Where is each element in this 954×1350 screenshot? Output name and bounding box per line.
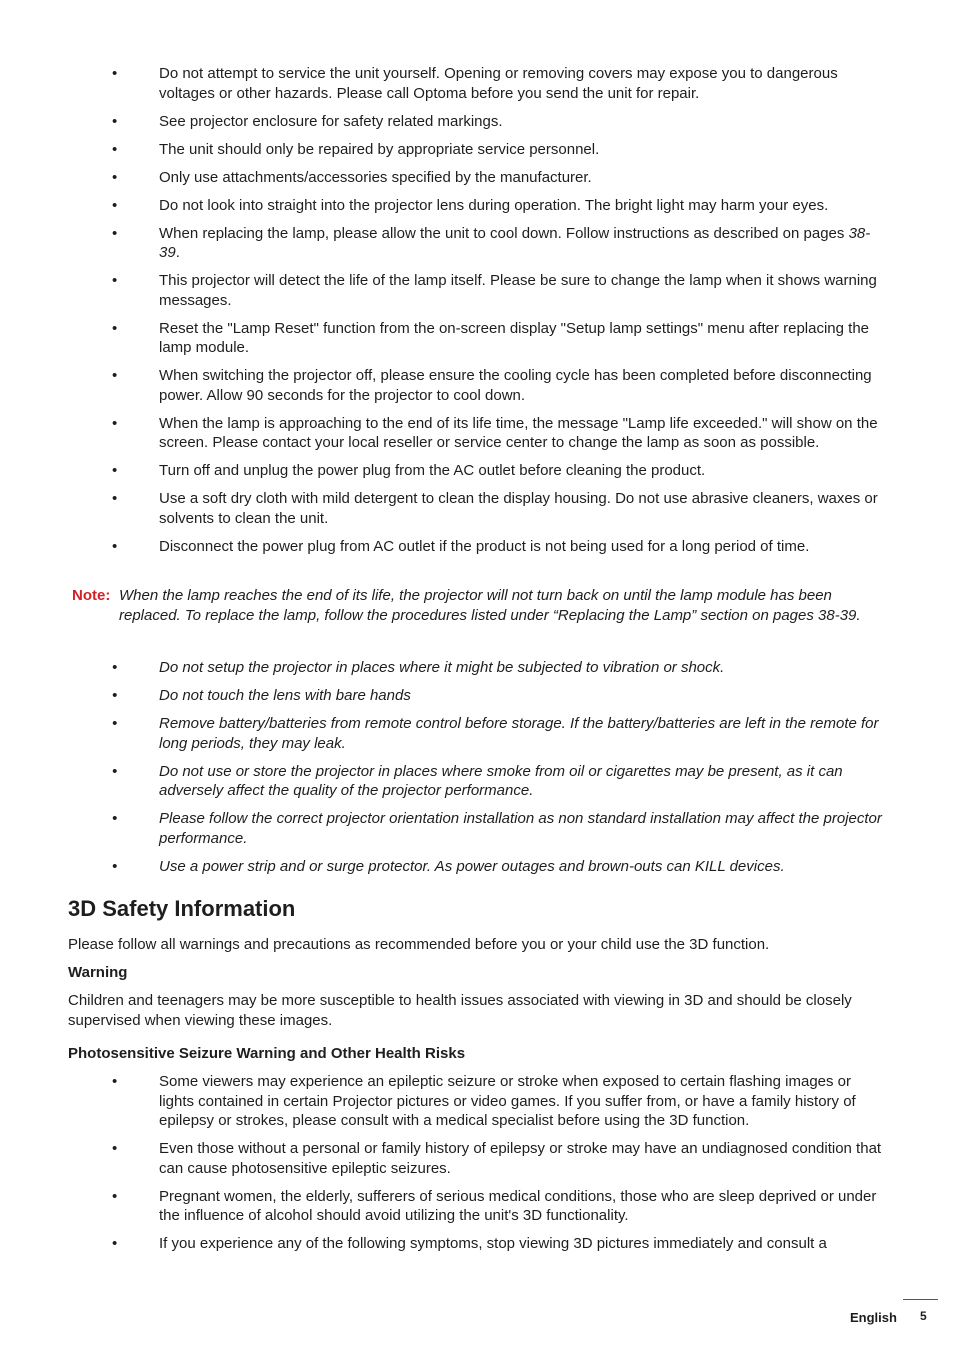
bullet-glyph: • xyxy=(112,1187,118,1205)
bullet-glyph: • xyxy=(112,414,118,432)
bullet-glyph: • xyxy=(112,687,118,704)
note-block xyxy=(72,586,892,625)
bullet-glyph: • xyxy=(112,1235,118,1252)
bullet-glyph: • xyxy=(112,112,118,130)
list-item xyxy=(0,1187,954,1226)
list-item xyxy=(0,64,954,103)
list-item-text-part: . xyxy=(175,244,180,261)
list-item xyxy=(0,461,954,481)
list-item-text: Remove battery/batteries from remote control before storage. If the battery/batteries are left in the remote for long periods, they may leak. xyxy=(159,715,879,752)
list-item-text: If you experience any of the following symptoms, stop viewing 3D pictures immediately and consult a xyxy=(159,1235,827,1252)
list-item xyxy=(0,366,954,405)
list-item-text: Use a soft dry cloth with mild detergent to clean the display housing. Do not use abrasive cleaners, waxes or solvents to clean the unit. xyxy=(159,490,878,527)
bullet-glyph: • xyxy=(112,537,118,555)
list-item xyxy=(0,1072,954,1131)
list-item xyxy=(0,489,954,528)
bullet-glyph: • xyxy=(112,857,118,875)
list-item-text: Some viewers may experience an epileptic seizure or stroke when exposed to certain flashing images or lights contained in certain Projector pictures or video games. If you suffer from, or have a family history of epilepsy or strokes, please consult with a medical specialist before using the 3D function. xyxy=(159,1073,856,1129)
list-item xyxy=(0,414,954,453)
list-item-text-part: When replacing the lamp, please allow the unit to cool down. Follow instructions as described on pages xyxy=(159,224,849,242)
list-item xyxy=(0,271,954,310)
footer-language: English xyxy=(850,1310,897,1325)
warning-heading: Warning xyxy=(68,964,128,981)
list-item-text: See projector enclosure for safety related markings. xyxy=(159,112,503,130)
list-item-text: This projector will detect the life of the lamp itself. Please be sure to change the lamp when it shows warning messages. xyxy=(159,272,877,309)
list-item xyxy=(0,809,954,848)
photosensitive-bullet-list xyxy=(0,1072,954,1262)
note-label: Note: xyxy=(72,587,111,604)
photosensitive-heading: Photosensitive Seizure Warning and Other Health Risks xyxy=(68,1045,466,1062)
footer-rule xyxy=(903,1299,938,1300)
section-intro: Please follow all warnings and precautions as recommended before you or your child use the 3D function. xyxy=(68,936,770,953)
list-item-text: Disconnect the power plug from AC outlet if the product is not being used for a long period of time. xyxy=(159,537,810,555)
list-item xyxy=(0,762,954,801)
bullet-glyph: • xyxy=(112,490,118,507)
section-title-3d-safety: 3D Safety Information xyxy=(68,896,296,921)
list-item-text: When the lamp is approaching to the end of its life time, the message "Lamp life exceeded." will show on the screen. Please contact your local reseller or service center to change the lamp as soon as possible. xyxy=(159,414,878,451)
list-item-text: Turn off and unplug the power plug from the AC outlet before cleaning the product. xyxy=(159,462,706,479)
list-item-text: Pregnant women, the elderly, sufferers of serious medical conditions, those who are sleep deprived or under the influence of alcohol should avoid utilizing the unit's 3D functionality. xyxy=(159,1187,877,1224)
list-item-text: Only use attachments/accessories specified by the manufacturer. xyxy=(159,168,592,186)
list-item-text: Do not attempt to service the unit yourself. Opening or removing covers may expose you to dangerous voltages or other hazards. Please call Optoma before you send the unit for repair. xyxy=(159,65,838,102)
bullet-glyph: • xyxy=(112,1073,118,1090)
list-item xyxy=(0,686,954,706)
safety-bullet-list xyxy=(0,64,954,565)
list-item-text: Do not touch the lens with bare hands xyxy=(159,687,411,704)
note-bullet-list xyxy=(0,658,954,885)
page-number: 5 xyxy=(920,1309,927,1323)
list-item xyxy=(0,714,954,753)
list-item-text: Do not look into straight into the projector lens during operation. The bright light may harm your eyes. xyxy=(159,196,829,214)
bullet-glyph: • xyxy=(112,462,118,479)
list-item-text: Even those without a personal or family history of epilepsy or stroke may have an undiagnosed condition that can cause photosensitive epileptic seizures. xyxy=(159,1140,882,1177)
bullet-glyph: • xyxy=(112,659,118,676)
bullet-glyph: • xyxy=(112,65,118,82)
bullet-glyph: • xyxy=(112,168,118,186)
list-item xyxy=(0,658,954,678)
list-item-text: Use a power strip and or surge protector. As power outages and brown-outs can KILL devices. xyxy=(159,857,785,875)
bullet-glyph: • xyxy=(112,196,118,214)
list-item xyxy=(0,857,954,877)
list-item xyxy=(0,168,954,188)
list-item-text: Reset the "Lamp Reset" function from the on-screen display "Setup lamp settings" menu after replacing the lamp module. xyxy=(159,319,870,356)
warning-text: Children and teenagers may be more susceptible to health issues associated with viewing in 3D and should be closely supervised when viewing these images. xyxy=(68,992,852,1029)
bullet-glyph: • xyxy=(112,1140,118,1157)
list-item xyxy=(0,224,954,263)
list-item-text: Please follow the correct projector orientation installation as non standard installation may affect the projector performance. xyxy=(159,810,882,847)
list-item xyxy=(0,319,954,358)
list-item-text: When switching the projector off, please ensure the cooling cycle has been completed before disconnecting power. Allow 90 seconds for the projector to cool down. xyxy=(159,367,872,404)
list-item-text xyxy=(159,225,870,262)
list-item xyxy=(0,112,954,132)
list-item xyxy=(0,196,954,216)
list-item-text: Do not setup the projector in places where it might be subjected to vibration or shock. xyxy=(159,659,725,676)
list-item xyxy=(0,1139,954,1178)
page-reference: 38-39 xyxy=(159,224,871,261)
bullet-glyph: • xyxy=(112,319,118,337)
list-item-text: The unit should only be repaired by appropriate service personnel. xyxy=(159,140,600,158)
bullet-glyph: • xyxy=(112,715,118,732)
bullet-glyph: • xyxy=(112,272,118,289)
list-item xyxy=(0,537,954,557)
list-item xyxy=(0,1234,954,1254)
bullet-glyph: • xyxy=(112,367,118,384)
bullet-glyph: • xyxy=(112,810,118,827)
list-item xyxy=(0,140,954,160)
note-text: When the lamp reaches the end of its life, the projector will not turn back on until the lamp module has been replaced. To replace the lamp, follow the procedures listed under “Replacing the Lamp” section on pages 38-39. xyxy=(119,587,861,624)
bullet-glyph: • xyxy=(112,762,118,780)
bullet-glyph: • xyxy=(112,140,118,158)
list-item-text: Do not use or store the projector in places where smoke from oil or cigarettes may be present, as it can adversely affect the quality of the projector performance. xyxy=(159,762,843,799)
bullet-glyph: • xyxy=(112,224,118,242)
